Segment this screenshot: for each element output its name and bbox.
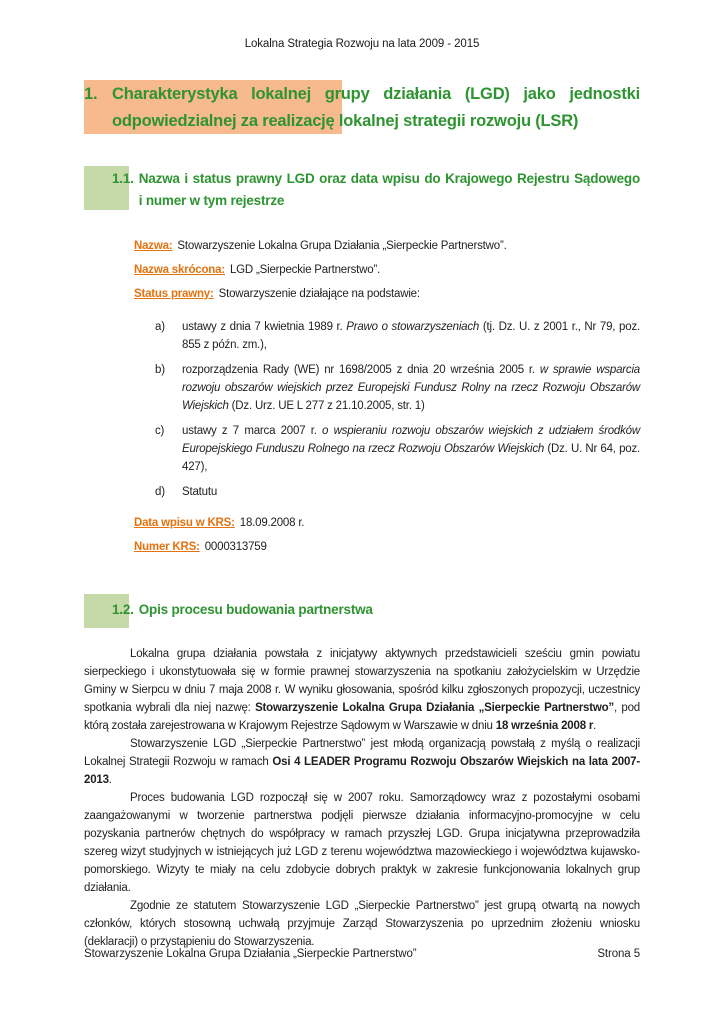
short-name-value: LGD „Sierpeckie Partnerstwo”.: [229, 264, 381, 276]
krs-number-line: [134, 535, 640, 559]
paragraph-2: Stowarzyszenie LGD „Sierpeckie Partnerstwo” jest młodą organizacją powstałą z myślą o realizacji Lokalnej Strategii Rozwoju w ramach Osi 4 LEADER Programu Rozwoju Obszarów Wiejskich na lata 2007-2013.: [84, 738, 640, 786]
section-1-1-title: [139, 168, 640, 212]
list-text-d: Statutu: [182, 486, 218, 498]
legal-status-line: [134, 282, 640, 306]
list-text-a: ustawy z dnia 7 kwietnia 1989 r. Prawo o stowarzyszeniach (tj. Dz. U. z 2001 r., Nr 79, poz. 855 z późn. zm.),: [182, 321, 640, 351]
paragraph-4: Zgodnie ze statutem Stowarzyszenie LGD „Sierpeckie Partnerstwo” jest grupą otwartą na nowych członków, których stosowną uchwałą przyjmuje Zarząd Stowarzyszenia po uprzednim złożeniu wniosku (deklaracji) o przystąpieniu do Stowarzyszenia.: [84, 900, 640, 948]
section-1-title-line2: odpowiedzialnej za realizację lokalnej strategii rozwoju (LSR): [112, 112, 579, 130]
krs-number-value: 0000313759: [204, 541, 267, 553]
section-1-2-heading: [84, 599, 640, 621]
running-header: Lokalna Strategia Rozwoju na lata 2009 - 2015: [244, 38, 480, 50]
list-item-c: [155, 422, 640, 476]
page-footer: [84, 948, 640, 960]
name-line: [134, 234, 640, 258]
section-1-1-title-line1: Nazwa i status prawny LGD oraz data wpisu do Krajowego Rejestru Sądowego: [138, 171, 640, 186]
list-marker-a: a): [155, 321, 165, 333]
section-1-title: [112, 81, 640, 135]
section-1-2-title: [139, 599, 640, 621]
partnership-paragraphs: [84, 645, 640, 951]
section-1-number: 1.: [84, 85, 98, 103]
krs-date-value: 18.09.2008 r.: [239, 517, 305, 529]
list-marker-d: d): [155, 486, 165, 498]
legal-basis-list: [84, 318, 640, 501]
list-item-b: [155, 361, 640, 415]
paragraph-3: Proces budowania LGD rozpoczął się w 2007 roku. Samorządowcy wraz z pozostałymi osobami zaangażowanymi w tworzenie partnerstwa podjęli pierwsze działania informacyjno-promocyjne w celu pozyskania partnerów chętnych do współpracy w ramach przyszłej LGD. Grupa inicjatywna przeprowadziła szereg wizyt studyjnych w istniejących już LGD z terenu województwa mazowieckiego i województwa kujawsko-pomorskiego. Wizyty te miały na celu zdobycie dobrych praktyk w zakresie funkcjonowania lokalnych grup działania.: [84, 792, 640, 894]
krs-date-line: [134, 511, 640, 535]
list-marker-c: c): [155, 425, 165, 437]
paragraph-1: Lokalna grupa działania powstała z inicjatywy aktywnych przedstawicieli sześciu gmin powiatu sierpeckiego i ukonstytuowała się w formie prawnej stowarzyszenia na spotkaniu założycielskim w Urzędzie Gminy w Sierpcu w dniu 7 maja 2008 r. W wyniku głosowania, spośród kilku zgłoszonych propozycji, uczestnicy spotkania wybrali dla niej nazwę: Stowarzyszenie Lokalna Grupa Działania „Sierpeckie Partnerstwo”, pod którą została zarejestrowana w Krajowym Rejestrze Sądowym w Warszawie w dniu 18 września 2008 r.: [84, 648, 640, 732]
list-item-d: [155, 483, 640, 501]
section-1-title-line1: Charakterystyka lokalnej grupy działania (LGD) jako jednostki: [112, 85, 640, 103]
footer-page-number: Strona 5: [597, 948, 640, 960]
section-1-1-title-line2: i numer w tym rejestrze: [138, 193, 285, 208]
section-1-1-heading: [84, 168, 640, 212]
legal-status-value: Stowarzyszenie działające na podstawie:: [218, 288, 420, 300]
list-text-b: rozporządzenia Rady (WE) nr 1698/2005 z dnia 20 września 2005 r. w sprawie wsparcia rozwoju obszarów wiejskich przez Europejski Fundusz Rolny na rzecz Rozwoju Obszarów Wiejskich (Dz. Urz. UE L 277 z 21.10.2005, str. 1): [182, 364, 640, 412]
short-name-label: Nazwa skrócona:: [134, 264, 225, 276]
section-1-2-number: 1.2.: [112, 602, 134, 617]
name-value: Stowarzyszenie Lokalna Grupa Działania „Sierpeckie Partnerstwo”.: [177, 240, 507, 252]
list-text-c: ustawy z 7 marca 2007 r. o wspieraniu rozwoju obszarów wiejskich z udziałem środków Europejskiego Funduszu Rolnego na rzecz Rozwoju Obszarów Wiejskich (Dz. U. Nr 64, poz. 427),: [182, 425, 641, 473]
legal-status-label: Status prawny:: [134, 288, 214, 300]
krs-number-label: Numer KRS:: [134, 541, 200, 553]
section-1-heading: [84, 81, 640, 135]
list-item-a: [155, 318, 640, 354]
footer-organization: Stowarzyszenie Lokalna Grupa Działania „Sierpeckie Partnerstwo”: [84, 948, 417, 960]
list-marker-b: b): [155, 364, 165, 376]
name-status-labels: [134, 234, 640, 306]
krs-date-label: Data wpisu w KRS:: [134, 517, 235, 529]
short-name-line: [134, 258, 640, 282]
name-label: Nazwa:: [134, 240, 173, 252]
krs-info: [134, 511, 640, 559]
section-1-1-number: 1.1.: [112, 171, 134, 186]
section-1-2-title-line1: Opis procesu budowania partnerstwa: [138, 602, 373, 617]
